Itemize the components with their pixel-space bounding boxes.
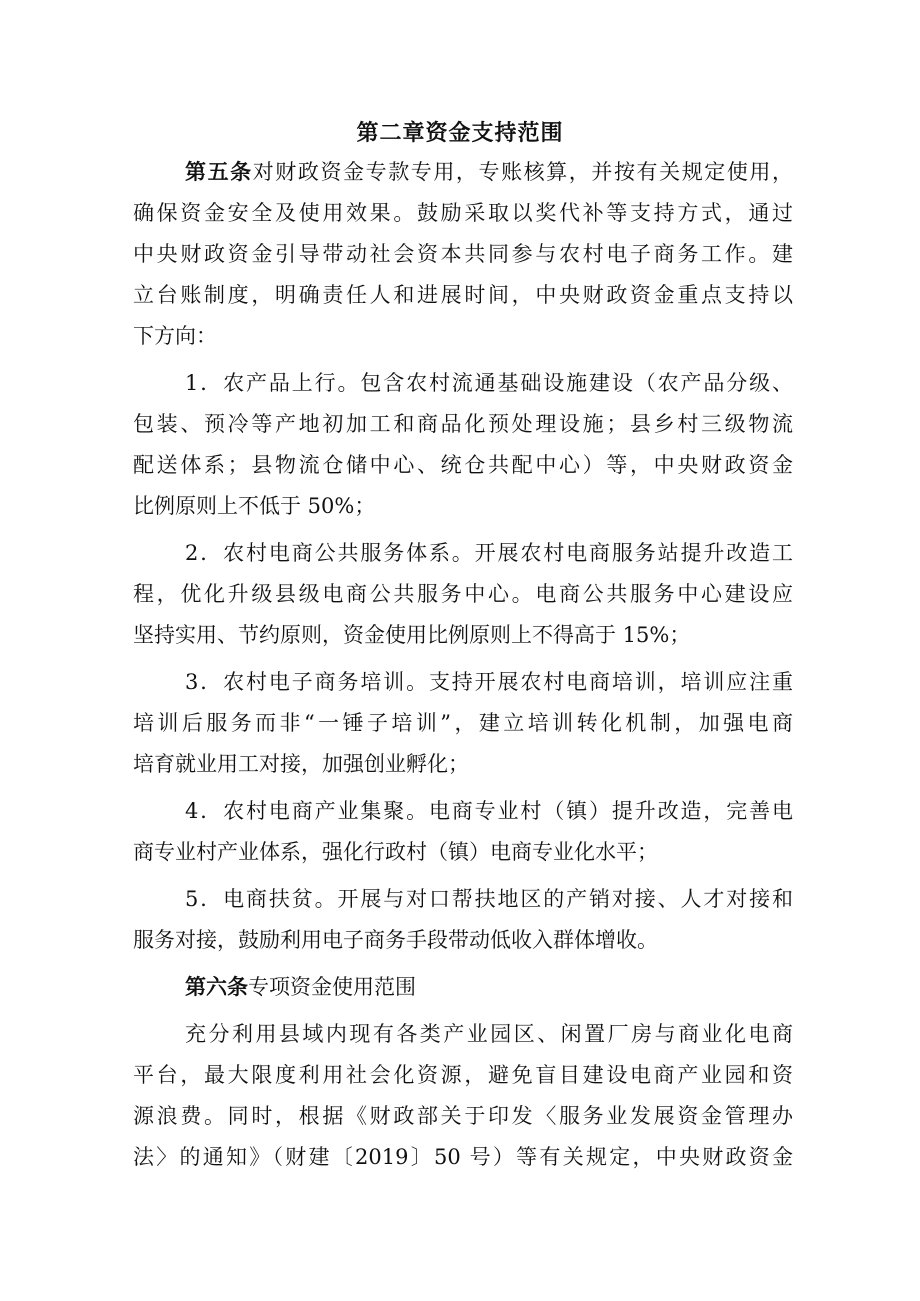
item-5-line: 服务对接，鼓励利用电子商务手段带动低收入群体增收。	[133, 928, 658, 952]
item-1-line: 比例原则上不低于 50%；	[133, 494, 376, 518]
article-5-line: 立台账制度，明确责任人和进展时间，中央财政资金重点支持以	[133, 283, 793, 307]
item-1	[133, 363, 793, 527]
article-5-line: 确保资金安全及使用效果。鼓励采取以奖代补等支持方式，通过	[133, 201, 793, 225]
item-5-line: 5．电商扶贫。开展与对口帮扶地区的产销对接、人才对接和	[185, 887, 793, 911]
final-paragraph-line: 源浪费。同时，根据《财政部关于印发〈服务业发展资金管理办	[133, 1104, 793, 1128]
item-3-line: 3．农村电子商务培训。支持开展农村电商培训，培训应注重	[185, 670, 793, 694]
article-5-line: 中央财政资金引导带动社会资本共同参与农村电子商务工作。建	[133, 242, 793, 266]
article-5-text: 对财政资金专款专用，专账核算，并按有关规定使用，	[252, 160, 794, 184]
item-1-line: 包装、预冷等产地初加工和商品化预处理设施；县乡村三级物流	[133, 412, 793, 436]
article-6-text: 专项资金使用范围	[248, 975, 416, 999]
final-paragraph	[133, 1014, 793, 1178]
article-6	[133, 967, 793, 1008]
item-1-line: 配送体系；县物流仓储中心、统仓共配中心）等，中央财政资金	[133, 453, 793, 477]
item-4	[133, 791, 793, 873]
item-3-line: 培育就业用工对接，加强创业孵化；	[133, 752, 469, 776]
chapter-title: 第二章资金支持范围	[356, 121, 564, 146]
article-5-lead: 第五条	[185, 160, 253, 184]
item-2-line: 程，优化升级县级电商公共服务中心。电商公共服务中心建设应	[133, 582, 793, 606]
item-2-line: 坚持实用、节约原则，资金使用比例原则上不得高于 15%；	[133, 623, 691, 647]
article-5-line	[133, 152, 793, 193]
document-body	[133, 152, 793, 1178]
final-paragraph-line: 平台，最大限度利用社会化资源，避免盲目建设电商产业园和资	[133, 1063, 793, 1087]
article-5-line: 下方向：	[133, 324, 217, 348]
item-4-line: 4．农村电商产业集聚。电商专业村（镇）提升改造，完善电	[185, 799, 793, 823]
article-5	[133, 152, 793, 357]
item-1-line: 1．农产品上行。包含农村流通基础设施建设（农产品分级、	[185, 371, 793, 395]
article-6-line	[133, 967, 793, 1008]
item-2-line: 2．农村电商公共服务体系。开展农村电商服务站提升改造工	[185, 541, 793, 565]
item-3	[133, 662, 793, 785]
item-4-line: 商专业村产业体系，强化行政村（镇）电商专业化水平；	[133, 840, 658, 864]
item-2	[133, 533, 793, 656]
item-5	[133, 879, 793, 961]
final-paragraph-line: 充分利用县域内现有各类产业园区、闲置厂房与商业化电商	[185, 1022, 793, 1046]
article-6-lead: 第六条	[185, 975, 248, 999]
final-paragraph-line: 法〉的通知》（财建〔2019〕50 号）等有关规定，中央财政资金	[133, 1145, 793, 1169]
item-3-line: 培训后服务而非“一锤子培训”，建立培训转化机制，加强电商	[133, 711, 793, 735]
